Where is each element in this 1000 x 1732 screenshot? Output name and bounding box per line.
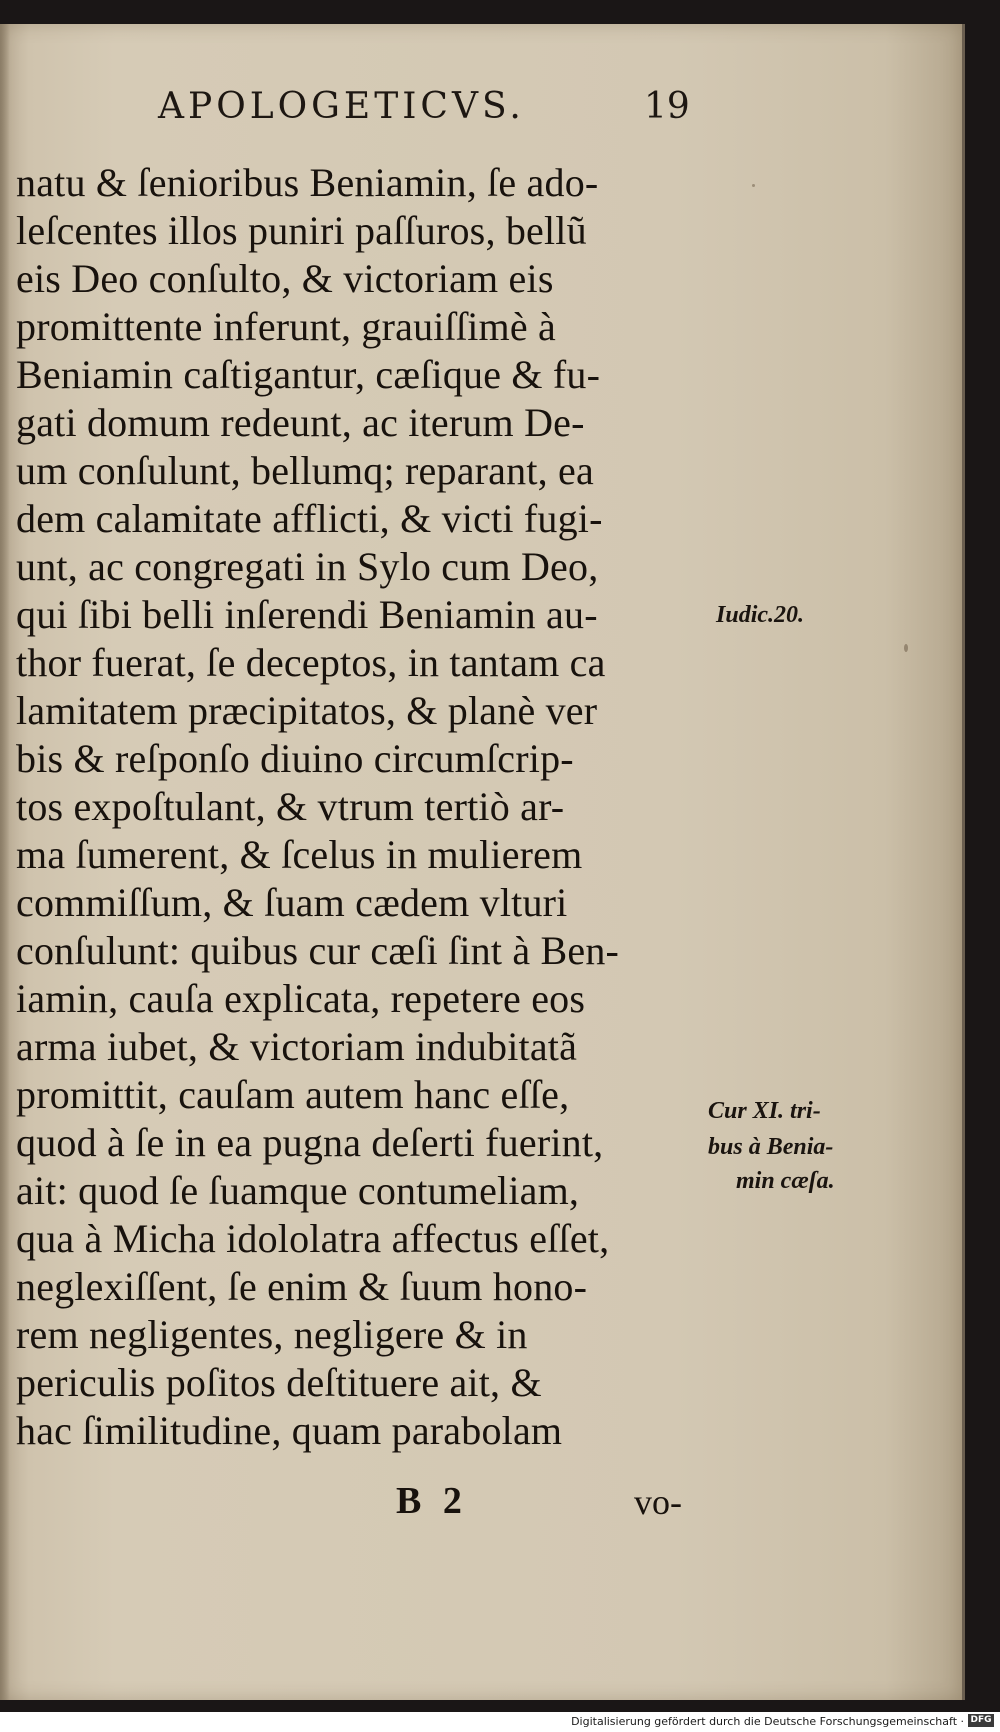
text-line: ait: quod ſe ſuamque contumeliam, [16,1168,580,1213]
running-head: APOLOGETICVS. [158,86,525,127]
text-line: qui ſibi belli inſerendi Beniamin au- [16,592,598,637]
signature-mark: B 2 [396,1480,468,1522]
book-page [0,24,965,1700]
text-line: gati domum redeunt, ac iterum De- [16,400,585,445]
text-line: periculis poſitos deſtituere ait, & [16,1360,542,1405]
text-line: ma ſumerent, & ſcelus in mulierem [16,832,583,877]
text-line: promittit, cauſam autem hanc eſſe, [16,1072,570,1117]
text-line: promittente inferunt, grauiſſimè à [16,304,556,349]
footer-credit: Digitalisierung gefördert durch die Deutsche Forschungsgemeinschaft · [571,1715,964,1728]
text-line: quod à ſe in ea pugna deſerti fuerint, [16,1120,604,1165]
text-line: lamitatem præcipitatos, & planè ver [16,688,598,733]
marginal-note-cur-line-2: bus à Benia- [708,1134,834,1160]
text-line: iamin, cauſa explicata, repetere eos [16,976,586,1021]
text-line: um conſulunt, bellumq; reparant, ea [16,448,594,493]
text-line: leſcentes illos puniri paſſuros, bellũ [16,208,587,253]
page-edge-shadow [0,24,10,1700]
text-line: unt, ac congregati in Sylo cum Deo, [16,544,599,589]
ink-speck [904,644,908,652]
marginal-note-judic: Iudic.20. [716,602,805,628]
text-line: arma iubet, & victoriam indubitatã [16,1024,578,1069]
text-line: thor fuerat, ſe deceptos, in tantam ca [16,640,606,685]
text-line: tos expoſtulant, & vtrum tertiò ar- [16,784,565,829]
text-line: natu & ſenioribus Beniamin, ſe ado- [16,160,599,205]
text-line: qua à Micha idololatra affectus eſſet, [16,1216,610,1261]
folio-page-number: 19 [644,86,690,127]
marginal-note-cur-line-1: Cur XI. tri- [708,1098,821,1124]
text-line: bis & reſponſo diuino circumſcrip- [16,736,574,781]
text-line: Beniamin caſtigantur, cæſique & fu- [16,352,601,397]
text-line: hac ſimilitudine, quam parabolam [16,1408,563,1453]
text-line: conſulunt: quibus cur cæſi ſint à Ben- [16,928,620,973]
text-line: dem calamitate afflicti, & victi fugi- [16,496,603,541]
marginal-note-cur-line-3: min cæſa. [736,1168,835,1194]
dfg-logo: DFG [968,1714,994,1727]
ink-speck [752,184,755,187]
text-line: neglexiſſent, ſe enim & ſuum hono- [16,1264,588,1309]
text-line: commiſſum, & ſuam cædem vlturi [16,880,568,925]
text-line: rem negligentes, negligere & in [16,1312,528,1357]
body-text [16,159,706,1455]
catchword: vo- [634,1482,682,1522]
text-line: eis Deo conſulto, & victoriam eis [16,256,554,301]
